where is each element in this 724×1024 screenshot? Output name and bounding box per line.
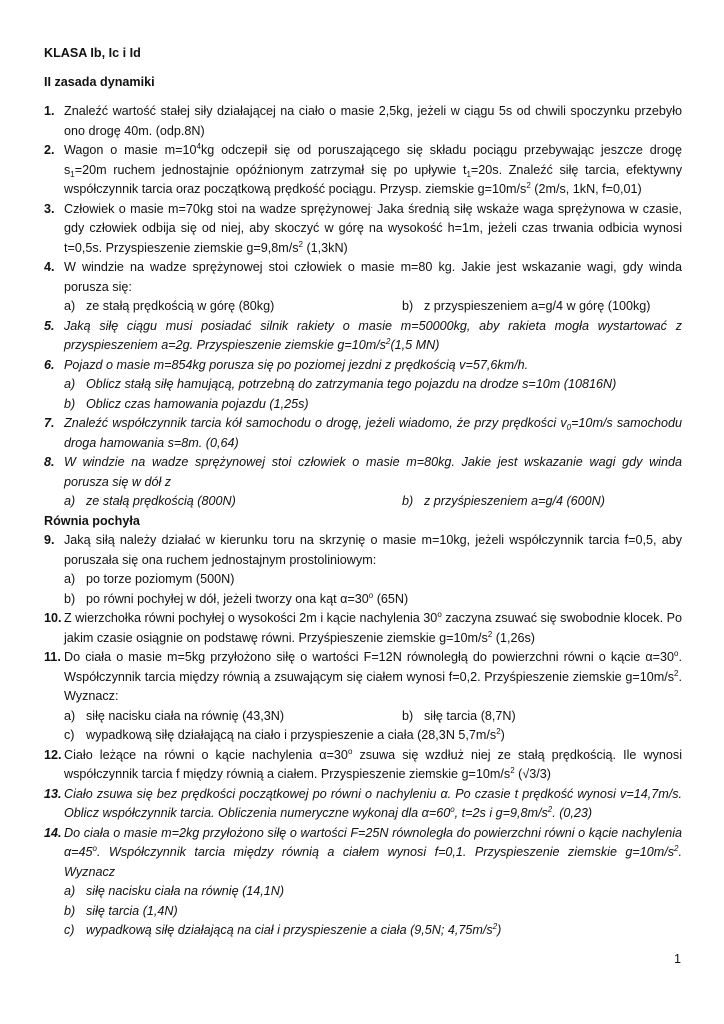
problem-14-subitem-c: c) wypadkową siłę działającą na ciał i przyspieszenie a ciała (9,5N; $4,75m/s^2$) — [64, 922, 502, 937]
problem-number: 12. — [44, 747, 62, 762]
problem-text: W windzie na wadze sprężynowej stoi człowiek o masie m=80 kg. Jakie jest wskazanie wagi, gdy winda porusza się: — [64, 260, 682, 294]
problem-number: 5. — [44, 318, 55, 333]
problem-4-subitems: a) ze stałą prędkością w górę (80kg) b) z przyspieszeniem a=g/4 w górę (100kg) — [44, 297, 682, 317]
problem-1 — [44, 102, 682, 141]
problem-number: 11. — [44, 650, 61, 664]
problem-text: Do ciała o masie m=2kg przyłożono siłę o wartości F=25N równoległa do powierzchni równi o kącie nachylenia $\alpha=45^o$. Współczynnik tarcia między równią a ciałem wynosi f=0,1. Przyspieszenie ziemskie $g=10m/s^2$. Wyznacz — [64, 825, 682, 879]
problem-5 — [44, 317, 682, 356]
problem-2 — [44, 141, 682, 200]
problem-text: Ciało leżące na równi o kącie nachylenia $\alpha=30^o$ zsuwa się wzdłuż niej ze stałą prędkością. Ile wynosi współczynnik tarcia f między równią a ciałem. Przyspieszenie ziemskie $g=10m/s^2$ (√3/3) — [64, 746, 682, 781]
problem-6 — [44, 356, 682, 376]
problem-number: 4. — [44, 260, 55, 274]
subitem-a: ze stałą prędkością w górę (80kg) — [86, 299, 275, 313]
page-number: 1 — [674, 952, 682, 966]
problem-text: Znaleźć współczynnik tarcia kół samochodu o drogę, jeżeli wiadomo, że przy prędkości $v_0=10m/s$ samochodu droga hamowania s=8m. (0,64) — [64, 416, 682, 450]
problem-11-subitems: a) siłę nacisku ciała na równię (43,3N) b) siłę tarcia (8,7N) — [64, 708, 516, 723]
problem-number: 3. — [44, 201, 55, 216]
problem-text: Do ciała o masie m=5kg przyłożono siłę o wartości F=12N równoległą do powierzchni równi o kącie $\alpha=30^o$. Współczynnik tarcia między równią a zsuwającym się ciałem wynosi f=0,2. Przyśpieszenie ziemskie $g=10m/s^2$. Wyznacz: — [64, 649, 682, 703]
problem-number: 13. — [44, 786, 62, 801]
problem-3 — [44, 200, 682, 259]
subitem-b: z przyspieszeniem a=g/4 w górę (100kg) — [424, 299, 651, 313]
problem-6-subitem-b: b) Oblicz czas hamowania pojazdu (1,25s) — [64, 396, 309, 411]
problem-8 — [44, 453, 682, 492]
problem-text: Ciało zsuwa się bez prędkości początkowej po równi o nachyleniu α. Po czasie t prędkość wynosi v=14,7m/s. Oblicz współczynnik tarcia. Obliczenia numeryczne wykonaj dla $\alpha=60^o$, t=2s i $g=9,8m/s^2$. (0,23) — [64, 786, 682, 820]
section-heading-dynamics: II zasada dynamiki — [44, 75, 155, 89]
problem-list — [44, 102, 682, 941]
problem-number: 8. — [44, 455, 55, 469]
problem-7 — [44, 414, 682, 453]
problem-text: W windzie na wadze sprężynowej stoi człowiek o masie m=80kg. Jakie jest wskazanie wagi gdy winda porusza się w dół z — [64, 455, 682, 489]
problem-number: 1. — [44, 104, 55, 118]
problem-text: Pojazd o masie m=854kg porusza się po poziomej jezdni z prędkością v=57,6km/h. — [64, 357, 529, 372]
problem-number: 2. — [44, 143, 55, 157]
problem-number: 9. — [44, 533, 55, 547]
problem-14-subitem-a: a) siłę nacisku ciała na równię (14,1N) — [64, 884, 285, 898]
class-heading: KLASA Ib, Ic i Id — [44, 46, 141, 60]
problem-9-subitem-a: a) po torze poziomym (500N) — [64, 572, 235, 586]
problem-8-subitems: a) ze stałą prędkością (800N) b) z przyśpieszeniem a=g/4 (600N) — [64, 494, 605, 508]
problem-4 — [44, 258, 682, 297]
problem-14-subitem-b: b) siłę tarcia (1,4N) — [64, 903, 178, 918]
section-heading-incline: Równia pochyła — [44, 513, 140, 528]
problem-14 — [44, 824, 682, 883]
problem-11-subitem-c: c) wypadkową siłę działającą na ciało i przyspieszenie a ciała (28,3N $5,7m/s^2$) — [64, 727, 505, 742]
problem-6-subitem-a: a) Oblicz stałą siłę hamującą, potrzebną do zatrzymania tego pojazdu na drodze s=10m (10816N) — [64, 377, 617, 391]
problem-9-subitem-b: b) po równi pochyłej w dół, jeżeli tworzy ona kąt $\alpha=30^o$ (65N) — [64, 590, 409, 606]
problem-text: Jaką siłę ciągu musi posiadać silnik rakiety o masie m=50000kg, aby rakieta mogła wystartować z przyspieszeniem a=2g. Przyspieszenie ziemskie $g=10m/s^2(1,5$ MN) — [64, 318, 682, 352]
problem-text: Wagon o masie $m=10^4kg$ odczepił się od poruszającego się składu pociągu przebywając jeszcze drogę $s_1=20m$ ruchem jednostajnie opóźnionym zatrzymał się po upływie $t_1=20s$. Znaleźć siłę tarcia, efektywny współczynnik tarcia oraz początkową prędkość pociągu. Przysp. ziemskie $g=10m/s^2$ (2m/s, 1kN, f=0,01) — [64, 142, 682, 196]
problem-number: 6. — [44, 357, 55, 372]
problem-12 — [44, 746, 682, 785]
problem-number: 14. — [44, 825, 62, 840]
problem-9 — [44, 531, 682, 570]
problem-11 — [44, 648, 682, 707]
problem-13 — [44, 785, 682, 824]
problem-text: Człowiek o masie m=70kg stoi na wadze sprężynowej. Jaka średnią siłę wskaże waga sprężynowa w czasie, gdy człowiek odbija się od niej, aby skoczyć w górę na wysokość h=1m, jeżeli czas trwania odbicia wynosi t=0,5s. Przyspieszenie ziemskie $g=9,8m/s^2$ (1,3kN) — [64, 200, 683, 255]
problem-number: 7. — [44, 416, 55, 430]
problem-text: Jaką siłą należy działać w kierunku toru na skrzynię o masie m=10kg, jeżeli współczynnik tarcia f=0,5, aby poruszała się ona ruchem jednostajnym prostoliniowym: — [64, 533, 682, 567]
problem-number: 10. — [44, 611, 62, 625]
problem-text: Z wierzchołka równi pochyłej o wysokości 2m i kącie nachylenia 30$^o$ zaczyna zsuwać się swobodnie klocek. Po jakim czasie osiągnie on podstawę równi. Przyśpieszenie ziemskie $g=10m/s^2$ (1,26s) — [64, 610, 682, 645]
problem-10 — [44, 609, 682, 648]
problem-text: Znaleźć wartość stałej siły działającej na ciało o masie 2,5kg, jeżeli w ciągu 5s od chwili spoczynku przebyło ono drogę 40m. (odp.8N) — [64, 104, 682, 138]
